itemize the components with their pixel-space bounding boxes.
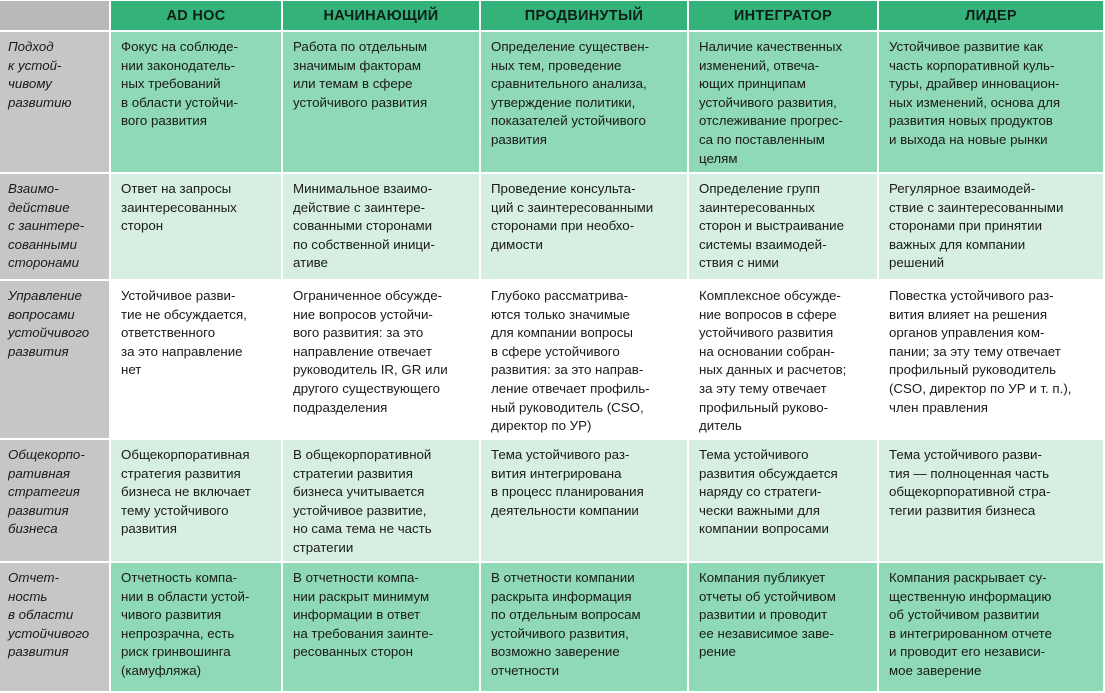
column-header-integrator: ИНТЕГРАТОР bbox=[689, 1, 879, 32]
row-header-approach: Подход к устой- чивому развитию bbox=[0, 32, 111, 174]
table-cell: Регулярное взаимодей- ствие с заинтересованными сторонами при принятии важных для компании решений bbox=[879, 174, 1105, 281]
row-header-strategy: Общекорпо- ративная стратегия развития бизнеса bbox=[0, 440, 111, 563]
table-cell: Компания раскрывает су- щественную информацию об устойчивом развитии в интегрированном отчете и проводит его независи- мое заверение bbox=[879, 563, 1105, 693]
table-cell: В общекорпоративной стратегии развития бизнеса учитывается устойчивое развитие, но сама тема не часть стратегии bbox=[283, 440, 481, 563]
column-header-leader: ЛИДЕР bbox=[879, 1, 1105, 32]
table-cell: Фокус на соблюде- нии законодатель- ных требований в области устойчи- вого развития bbox=[111, 32, 283, 174]
table-cell: Повестка устойчивого раз- вития влияет на решения органов управления ком- пании; за эту тему отвечает профильный руководитель (CSO, директор по УР и т. п.), член правления bbox=[879, 281, 1105, 440]
table-cell: Тема устойчивого разви- тия — полноценная часть общекорпоративной стра- тегии развития бизнеса bbox=[879, 440, 1105, 563]
table-cell: Общекорпоративная стратегия развития бизнеса не включает тему устойчивого развития bbox=[111, 440, 283, 563]
table-cell: Устойчивое развитие как часть корпоративной куль- туры, драйвер инновацион- ных изменений, основа для развития новых продуктов и выхода на новые рынки bbox=[879, 32, 1105, 174]
table-cell: Проведение консульта- ций с заинтересованными сторонами при необхо- димости bbox=[481, 174, 689, 281]
table-cell: Определение существен- ных тем, проведение сравнительного анализа, утверждение политики, показателей устойчивого развития bbox=[481, 32, 689, 174]
table-cell: Минимальное взаимо- действие с заинтере- сованными сторонами по собственной иници- ативе bbox=[283, 174, 481, 281]
table-cell: Устойчивое разви- тие не обсуждается, ответственного за это направление нет bbox=[111, 281, 283, 440]
row-header-stakeholders: Взаимо- действие с заинтере- сованными сторонами bbox=[0, 174, 111, 281]
column-header-ad-hoc: AD HOC bbox=[111, 1, 283, 32]
table-corner bbox=[0, 1, 111, 32]
table-cell: Тема устойчивого развития обсуждается наряду со стратеги- чески важными для компании вопросами bbox=[689, 440, 879, 563]
column-header-beginner: НАЧИНАЮЩИЙ bbox=[283, 1, 481, 32]
table-cell: Наличие качественных изменений, отвеча- ющих принципам устойчивого развития, отслеживание прогрес- са по поставленным целям bbox=[689, 32, 879, 174]
column-header-advanced: ПРОДВИНУТЫЙ bbox=[481, 1, 689, 32]
table-cell: Ограниченное обсужде- ние вопросов устойчи- вого развития: за это направление отвечает руководитель IR, GR или другого существующего подразделения bbox=[283, 281, 481, 440]
table-cell: В отчетности компании раскрыта информация по отдельным вопросам устойчивого развития, возможно заверение отчетности bbox=[481, 563, 689, 693]
table-cell: Комплексное обсужде- ние вопросов в сфере устойчивого развития на основании собран- ных данных и расчетов; за эту тему отвечает профильный руково- дитель bbox=[689, 281, 879, 440]
table-cell: Глубоко рассматрива- ются только значимые для компании вопросы в сфере устойчивого развития: за это направ- ление отвечает профиль- ный руководитель (CSO, директор по УР) bbox=[481, 281, 689, 440]
row-header-reporting: Отчет- ность в области устойчивого развития bbox=[0, 563, 111, 693]
table-cell: Отчетность компа- нии в области устой- чивого развития непрозрачна, есть риск гринвошинга (камуфляжа) bbox=[111, 563, 283, 693]
row-header-management: Управление вопросами устойчивого развития bbox=[0, 281, 111, 440]
table-cell: Определение групп заинтересованных сторон и выстраивание системы взаимодей- ствия с ними bbox=[689, 174, 879, 281]
table-cell: В отчетности компа- нии раскрыт минимум информации в ответ на требования заинте- ресованных сторон bbox=[283, 563, 481, 693]
table-cell: Работа по отдельным значимым факторам или темам в сфере устойчивого развития bbox=[283, 32, 481, 174]
table-cell: Компания публикует отчеты об устойчивом развитии и проводит ее независимое заве- рение bbox=[689, 563, 879, 693]
table-cell: Ответ на запросы заинтересованных сторон bbox=[111, 174, 283, 281]
table-cell: Тема устойчивого раз- вития интегрирована в процесс планирования деятельности компании bbox=[481, 440, 689, 563]
